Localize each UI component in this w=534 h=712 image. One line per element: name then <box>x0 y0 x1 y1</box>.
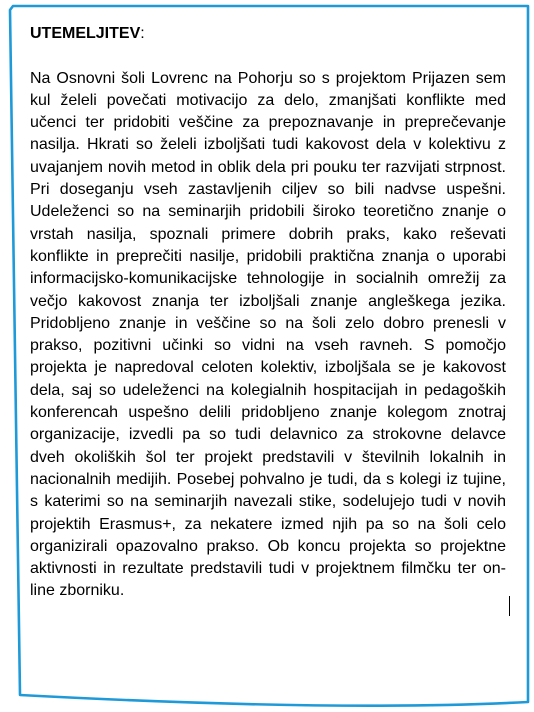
text-cursor <box>509 596 510 616</box>
body-paragraph[interactable]: Na Osnovni šoli Lovrenc na Pohorju so s projektom Prijazen sem kul želeli povečati motivacijo za delo, zmanjšati konflikte med učenci ter pridobiti veščine za prepoznavanje in preprečevanje nasilja. Hkrati so želeli izboljšati tudi kakovost dela v kolektivu z uvajanjem novih metod in oblik dela pri pouku ter razvijati strpnost. Pri doseganju vseh zastavljenih ciljev so bili nadvse uspešni. Udeleženci so na seminarjih pridobili široko teoretično znanje o vrstah nasilja, spoznali primere dobrih praks, kako reševati konflikte in preprečiti nasilje, pridobili praktična znanja o uporabi informacijsko-komunikacijske tehnologije in socialnih omrežij za večjo kakovost znanja ter izboljšali znanje angleškega jezika. Pridobljeno znanje in veščine so na šoli zelo dobro prenesli v prakso, pozitivni učinki so vidni na vseh ravneh. S pomočjo projekta je napredoval celoten kolektiv, izboljšala se je kakovost dela, saj so udeleženci na kolegialnih hospitacijah in pedagoških konferencah uspešno delili pridobljeno znanje kolegom znotraj organizacije, izvedli pa so tudi delavnico za strokovne delavce dveh okoliških šol ter projekt predstavili v številnih lokalnih in nacionalnih medijih. Posebej pohvalno je tudi, da s kolegi iz tujine, s katerimi so na seminarjih navezali stike, sodelujejo tudi v novih projektih Erasmus+, za nekatere izmed njih pa so na šoli celo organizirali opazovalno prakso. Ob koncu projekta so projektne aktivnosti in rezultate predstavili tudi v projektnem filmčku ter on-line zborniku. <box>30 69 506 600</box>
section-heading-label: UTEMELJITEV <box>30 25 141 42</box>
section-heading <box>30 23 506 45</box>
section-heading-colon: : <box>140 25 145 42</box>
text-box-content <box>30 23 506 603</box>
